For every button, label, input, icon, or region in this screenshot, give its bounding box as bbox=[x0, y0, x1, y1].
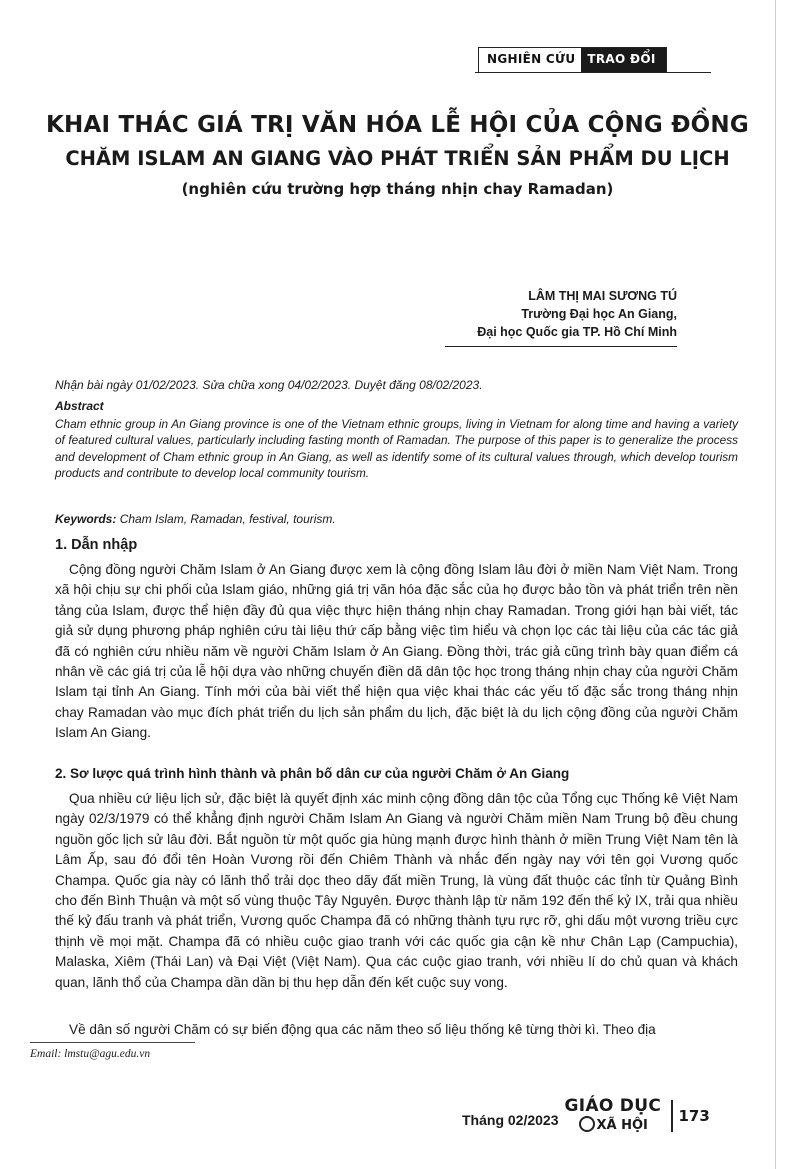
keywords-label: Keywords: bbox=[55, 512, 117, 526]
logo-top-text: GIÁO DỤC bbox=[564, 1096, 662, 1116]
journal-logo bbox=[565, 1096, 665, 1136]
logo-bottom bbox=[579, 1116, 648, 1133]
logo-bottom-text: XÃ HỘI bbox=[596, 1118, 648, 1133]
author-affiliation-2: Đại học Quốc gia TP. Hồ Chí Minh bbox=[477, 325, 677, 339]
keywords bbox=[55, 512, 336, 526]
author-affiliation-1: Trường Đại học An Giang, bbox=[521, 307, 677, 321]
author-name: LÂM THỊ MAI SƯƠNG TÚ bbox=[528, 289, 677, 303]
article-subtitle: (nghiên cứu trường hợp tháng nhịn chay Ramadan) bbox=[181, 180, 614, 198]
author-block bbox=[477, 287, 677, 341]
globe-icon bbox=[579, 1116, 595, 1132]
section-1-heading: 1. Dẫn nhập bbox=[55, 537, 138, 553]
footer-divider bbox=[671, 1100, 673, 1132]
article-title-line-1: KHAI THÁC GIÁ TRỊ VĂN HÓA LỄ HỘI CỦA CỘNG ĐỒNG bbox=[46, 112, 749, 138]
section-2-heading: 2. Sơ lược quá trình hình thành và phân bố dân cư của người Chăm ở An Giang bbox=[55, 766, 570, 781]
section-2-paragraph-b: Về dân số người Chăm có sự biến động qua các năm theo số liệu thống kê từng thời kì. Theo địa bbox=[69, 1022, 656, 1037]
abstract-text: Cham ethnic group in An Giang province is one of the Vietnam ethnic groups, living in Vietnam for along time and having a variety of featured cultural values, particularly including fasting month of Ramadan. The purpose of this paper is to generalize the process and development of Cham ethnic group in An Giang, as well as identify some of its cultural values through, which develop tourism products and contribute to develop local community tourism. bbox=[55, 417, 738, 480]
footnote-rule bbox=[30, 1042, 195, 1043]
page-number: 173 bbox=[678, 1107, 710, 1125]
article-title-line-2: CHĂM ISLAM AN GIANG VÀO PHÁT TRIỂN SẢN PHẨM DU LỊCH bbox=[65, 147, 730, 170]
issue-date: Tháng 02/2023 bbox=[462, 1112, 559, 1128]
keywords-text: Cham Islam, Ramadan, festival, tourism. bbox=[116, 512, 336, 526]
page-footer bbox=[462, 1096, 710, 1136]
author-rule bbox=[445, 346, 677, 347]
received-dates: Nhận bài ngày 01/02/2023. Sửa chữa xong 04/02/2023. Duyệt đăng 08/02/2023. bbox=[55, 378, 483, 392]
abstract-heading: Abstract bbox=[55, 399, 104, 413]
header-rule bbox=[475, 72, 711, 73]
section-badge bbox=[478, 47, 667, 73]
section-2-paragraph: Qua nhiều cứ liệu lịch sử, đặc biệt là quyết định xác minh cộng đồng dân tộc của Tổng cục Thống kê Việt Nam ngày 02/3/1979 có thể khẳng định người Chăm Islam An Giang và người Chăm miền Nam Trung bộ đều chung nguồn gốc lịch sử lâu đời. Bắt nguồn từ một quốc gia hùng mạnh được hình thành ở miền Trung Việt Nam tên là Lâm Ấp, sau đó đổi tên Hoàn Vương rồi đến Chiêm Thành và nhắc đến ngày nay với tên gọi Vương quốc Champa. Quốc gia này có lãnh thổ trải dọc theo dãy đất miền Trung, là vùng đất thuộc các tỉnh từ Quảng Bình cho đến Bình Thuận và một số vùng thuộc Tây Nguyên. Được thành lập từ năm 192 đến thế kỷ IX, trải qua nhiều thế kỷ đấu tranh và phát triển, Vương quốc Champa đã có những thành tựu rực rỡ, ghi dấu một vương triều cực thịnh về mọi mặt. Champa đã có nhiều cuộc giao tranh với các quốc gia cận kề như Chân Lạp (Campuchia), Malaska, Xiêm (Thái Lan) và Đại Việt (Việt Nam). Qua các cuộc giao tranh, với nhiều lí do chủ quan và khách quan, lãnh thổ của Champa dần dần bị thu hẹp dẫn đến kết cuộc suy vong. bbox=[55, 791, 738, 990]
section-1-paragraph: Cộng đồng người Chăm Islam ở An Giang được xem là cộng đồng Islam lâu đời ở miền Nam Việt Nam. Trong xã hội chịu sự chi phối của Islam giáo, những giá trị văn hóa đặc sắc của họ được bảo tồn và phát triển trên nền tảng của Islam, được thể hiện đầy đủ qua việc thực hiện tháng nhịn chay Ramadan. Trong giới hạn bài viết, tác giả sử dụng phương pháp nghiên cứu tài liệu thứ cấp bằng việc tìm hiểu và chọn lọc các tài liệu của các tác giả đã có nghiên cứu nhiều năm về người Chăm Islam ở An Giang. Đồng thời, trác giả cũng trình bày quan điểm cá nhân về các giá trị của lễ hội dựa vào những chuyến điền dã dân tộc học trong tháng nhịn chay của người Chăm Islam tại tỉnh An Giang. Tính mới của bài viết thể hiện qua việc khai thác các yếu tố đặc sắc trong tháng nhịn chay Ramadan vào mục đích phát triển du lịch sản phẩm du lịch, đặc biệt là du lịch cộng đồng của người Chăm Islam An Giang. bbox=[55, 562, 738, 741]
section-badge-secondary: TRAO ĐỔI bbox=[581, 48, 665, 72]
right-margin-rule bbox=[775, 0, 776, 1169]
author-email: Email: lmstu@agu.edu.vn bbox=[30, 1048, 151, 1060]
section-badge-primary: NGHIÊN CỨU bbox=[479, 48, 581, 72]
